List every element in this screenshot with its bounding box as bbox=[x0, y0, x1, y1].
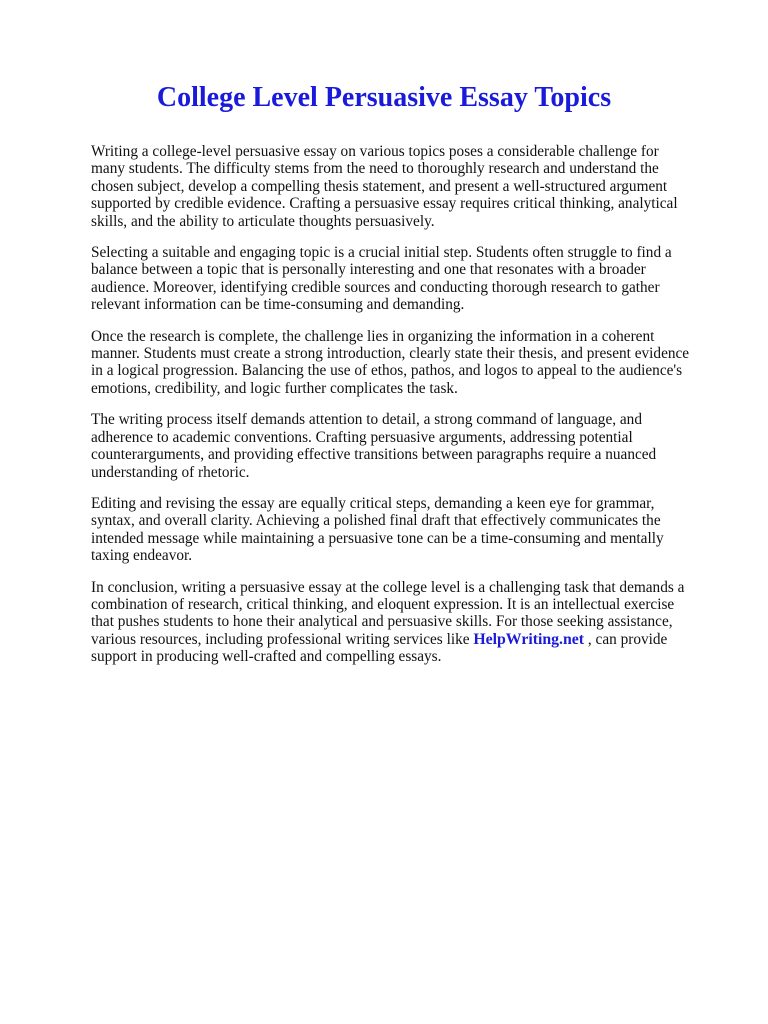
page-title: College Level Persuasive Essay Topics bbox=[156, 82, 612, 113]
conclusion-text-before-link: In conclusion, writing a persuasive essay at the college level is a challenging task that demands a combination of research, critical thinking, and eloquent expression. It is an intellectual exercise that pushes students to hone their analytical and persuasive skills. For those seeking assistance, various resources, including professional writing services like bbox=[91, 578, 685, 648]
essay-body bbox=[91, 143, 691, 680]
paragraph-organization: Once the research is complete, the challenge lies in organizing the information in a coherent manner. Students must create a strong introduction, clearly state their thesis, and present evidence in a logical progression. Balancing the use of ethos, pathos, and logos to appeal to the audience's emotions, credibility, and logic further complicates the task. bbox=[91, 327, 690, 397]
paragraph-writing-process: The writing process itself demands attention to detail, a strong command of language, and adherence to academic conventions. Crafting persuasive arguments, addressing potential counterarguments, and providing effective transitions between paragraphs require a nuanced understanding of rhetoric. bbox=[91, 411, 657, 481]
paragraph-conclusion bbox=[91, 579, 691, 666]
paragraph-intro: Writing a college-level persuasive essay on various topics poses a considerable challenge for many students. The difficulty stems from the need to thoroughly research and understand the chosen subject, develop a compelling thesis statement, and present a well-structured argument supported by credible evidence. Crafting a persuasive essay requires critical thinking, analytical skills, and the ability to articulate thoughts persuasively. bbox=[91, 143, 678, 230]
conclusion-text-after-link: , can provide support in producing well-crafted and compelling essays. bbox=[91, 630, 668, 666]
helpwriting-link[interactable]: HelpWriting.net bbox=[473, 630, 585, 648]
paragraph-editing: Editing and revising the essay are equally critical steps, demanding a keen eye for grammar, syntax, and overall clarity. Achieving a polished final draft that effectively communicates the intended message while maintaining a persuasive tone can be a time-consuming and mentally taxing endeavor. bbox=[91, 494, 664, 565]
paragraph-topic-selection: Selecting a suitable and engaging topic is a crucial initial step. Students often struggle to find a balance between a topic that is personally interesting and one that resonates with a broader audience. Moreover, identifying credible sources and conducting thorough research to gather relevant information can be time-consuming and demanding. bbox=[91, 244, 672, 314]
